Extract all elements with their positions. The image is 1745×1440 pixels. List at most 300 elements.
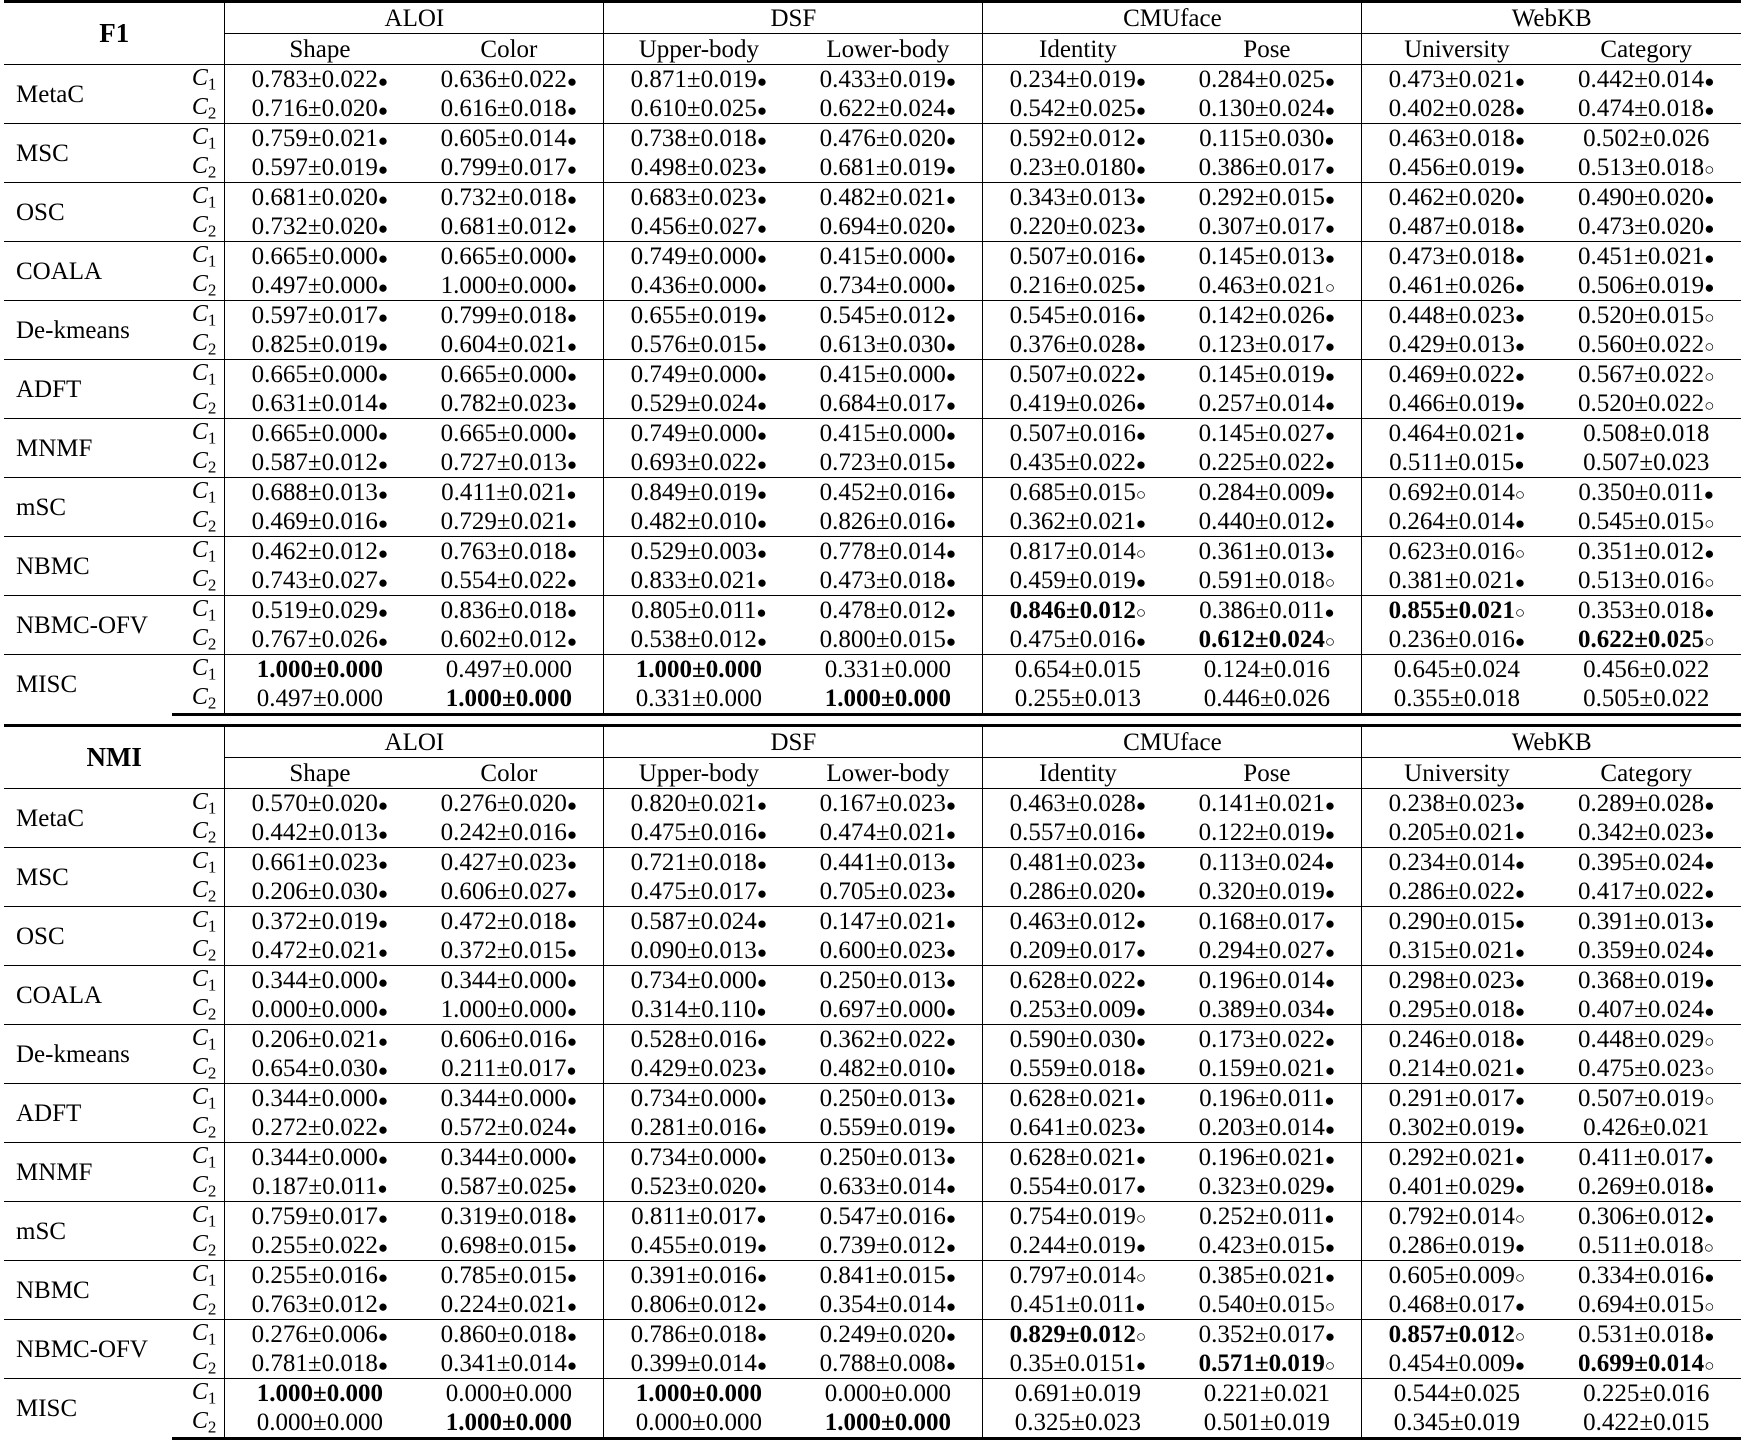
significance-filled-icon <box>1515 396 1525 415</box>
metric-cell <box>793 1025 983 1055</box>
table-row <box>4 877 1741 907</box>
metric-value: 0.507±0.016 <box>1009 420 1136 447</box>
metric-value: 0.284±0.009 <box>1198 479 1325 506</box>
metric-cell <box>793 65 983 95</box>
metric-cell <box>225 1025 415 1055</box>
metric-value: 0.211±0.017 <box>441 1055 567 1082</box>
metric-cell <box>1172 271 1362 301</box>
metric-cell <box>793 212 983 242</box>
metric-value: 0.286±0.022 <box>1388 878 1515 905</box>
significance-filled-icon <box>378 1356 388 1375</box>
method-name: mSC <box>4 1202 172 1261</box>
metric-cell <box>604 389 794 419</box>
metric-cell <box>983 1084 1173 1114</box>
metric-cell <box>604 1054 794 1084</box>
significance-hollow-icon <box>1325 1297 1335 1316</box>
metric-cell <box>983 877 1173 907</box>
metric-cell <box>793 1172 983 1202</box>
significance-filled-icon <box>567 514 577 533</box>
significance-filled-icon <box>567 308 577 327</box>
clustering-label: $C_1$ <box>172 301 225 331</box>
metric-value: 0.462±0.020 <box>1388 184 1515 211</box>
metric-value: 0.476±0.020 <box>819 125 946 152</box>
significance-filled-icon <box>946 219 956 238</box>
clustering-label: $C_2$ <box>191 1231 217 1260</box>
significance-filled-icon <box>1515 1002 1525 1021</box>
metric-value: 0.716±0.020 <box>251 95 378 122</box>
metric-value: 0.557±0.016 <box>1009 819 1136 846</box>
metric-value: 0.436±0.000 <box>630 272 757 299</box>
metric-cell <box>1551 655 1741 685</box>
metric-value: 0.362±0.022 <box>819 1026 946 1053</box>
metric-cell <box>793 1054 983 1084</box>
method-name: MNMF <box>4 1143 172 1202</box>
metric-cell <box>604 448 794 478</box>
metric-value: 0.289±0.028 <box>1577 790 1705 817</box>
significance-filled-icon <box>757 632 767 651</box>
metric-cell <box>414 596 604 626</box>
view-header: Upper-body <box>604 34 794 65</box>
metric-cell <box>1362 419 1552 449</box>
metric-value: 0.705±0.023 <box>819 878 946 905</box>
metric-cell <box>414 419 604 449</box>
metric-cell <box>983 1349 1173 1379</box>
metric-value: 0.792±0.014 <box>1388 1203 1515 1230</box>
significance-hollow-icon <box>1704 573 1714 592</box>
metric-value: 0.276±0.006 <box>251 1321 378 1348</box>
significance-filled-icon <box>378 855 388 874</box>
metric-value: 0.665±0.000 <box>440 420 567 447</box>
table-row <box>4 848 1741 878</box>
metric-cell <box>793 1408 983 1439</box>
significance-filled-icon <box>1136 426 1146 445</box>
metric-value: 0.196±0.011 <box>1199 1085 1325 1112</box>
metric-value: 0.849±0.019 <box>630 479 757 506</box>
metric-cell <box>1362 907 1552 937</box>
significance-filled-icon <box>757 367 767 386</box>
metric-cell <box>793 966 983 996</box>
view-header: Category <box>1600 35 1693 63</box>
metric-value: 0.694±0.020 <box>819 213 946 240</box>
significance-filled-icon <box>1136 396 1146 415</box>
clustering-label: $C_2$ <box>191 153 217 182</box>
significance-hollow-icon <box>1515 485 1525 504</box>
metric-value: 0.354±0.014 <box>819 1291 946 1318</box>
table-row <box>4 1143 1741 1173</box>
metric-cell <box>225 966 415 996</box>
metric-cell <box>983 1320 1173 1350</box>
significance-filled-icon <box>377 1179 387 1198</box>
metric-value: 0.592±0.012 <box>1009 125 1136 152</box>
metric-value: 0.145±0.013 <box>1198 243 1325 270</box>
metric-value: 0.221±0.021 <box>1203 1380 1331 1407</box>
metric-cell <box>604 330 794 360</box>
significance-filled-icon <box>1515 632 1525 651</box>
metric-cell <box>225 242 415 272</box>
metric-cell <box>225 848 415 878</box>
metric-value: 0.344±0.000 <box>251 1144 378 1171</box>
metric-value: 0.187±0.011 <box>252 1173 378 1200</box>
metric-cell <box>793 153 983 183</box>
significance-filled-icon <box>1136 308 1146 327</box>
metric-value: 0.759±0.021 <box>251 125 378 152</box>
metric-cell <box>1362 1054 1552 1084</box>
metric-cell <box>414 212 604 242</box>
significance-filled-icon <box>1704 1268 1714 1287</box>
metric-cell <box>604 966 794 996</box>
metric-cell <box>1172 301 1362 331</box>
significance-filled-icon <box>567 1032 577 1051</box>
table-row <box>4 655 1741 685</box>
metric-value: 0.368±0.019 <box>1577 967 1705 994</box>
significance-filled-icon <box>1515 973 1525 992</box>
metric-cell <box>1362 65 1552 95</box>
table-row <box>4 389 1741 419</box>
metric-value: 0.220±0.023 <box>1009 213 1136 240</box>
significance-filled-icon <box>946 131 956 150</box>
significance-filled-icon <box>1325 219 1335 238</box>
metric-value: 0.600±0.023 <box>819 937 946 964</box>
view-header: Category <box>1600 759 1693 787</box>
metric-value: 0.325±0.023 <box>1014 1409 1142 1436</box>
metric-cell <box>225 389 415 419</box>
metric-cell <box>225 655 415 685</box>
metric-value: 0.501±0.019 <box>1203 1409 1331 1436</box>
table-row <box>4 271 1741 301</box>
metric-cell <box>793 537 983 567</box>
metric-cell <box>414 65 604 95</box>
clustering-label: $C_2$ <box>191 1290 217 1319</box>
view-header: Shape <box>225 758 415 789</box>
metric-cell <box>225 360 415 390</box>
table-row <box>4 1084 1741 1114</box>
metric-value: 0.250±0.013 <box>819 967 946 994</box>
view-header: University <box>1362 34 1552 65</box>
metric-value: 0.23±0.0180 <box>1009 154 1136 181</box>
metric-value: 0.613±0.030 <box>819 331 946 358</box>
significance-filled-icon <box>1325 914 1335 933</box>
metric-value: 0.531±0.018 <box>1577 1321 1705 1348</box>
method-name: MISC <box>4 655 172 715</box>
table-row <box>4 936 1741 966</box>
clustering-label: $C_1$ <box>172 848 225 878</box>
metric-cell <box>225 124 415 154</box>
metric-value: 0.435±0.022 <box>1009 449 1136 476</box>
metric-cell <box>604 153 794 183</box>
metric-cell <box>1362 1408 1552 1439</box>
metric-value: 0.344±0.000 <box>440 1085 567 1112</box>
significance-filled-icon <box>566 1061 576 1080</box>
metric-value: 0.224±0.021 <box>440 1291 567 1318</box>
metric-value: 0.545±0.016 <box>1009 302 1136 329</box>
metric-value: 0.587±0.024 <box>630 908 757 935</box>
metric-cell <box>983 1231 1173 1261</box>
metric-cell <box>1362 877 1552 907</box>
table-row <box>4 566 1741 596</box>
metric-cell <box>414 1290 604 1320</box>
significance-filled-icon <box>1704 485 1714 504</box>
significance-filled-icon <box>1515 1150 1525 1169</box>
metric-cell <box>983 1290 1173 1320</box>
metric-cell <box>1172 1349 1362 1379</box>
metric-value: 0.249±0.020 <box>819 1321 946 1348</box>
significance-filled-icon <box>757 337 767 356</box>
significance-filled-icon <box>757 396 767 415</box>
metric-cell <box>414 936 604 966</box>
metric-cell <box>225 212 415 242</box>
metric-value: 0.286±0.019 <box>1388 1232 1515 1259</box>
metric-value: 0.257±0.014 <box>1198 390 1325 417</box>
metric-value: 0.833±0.021 <box>630 567 757 594</box>
metric-cell <box>414 1113 604 1143</box>
metric-cell <box>225 625 415 655</box>
metric-cell <box>604 877 794 907</box>
significance-filled-icon <box>378 249 388 268</box>
metric-cell <box>604 1349 794 1379</box>
metric-value: 0.344±0.000 <box>440 1144 567 1171</box>
metric-value: 0.306±0.012 <box>1577 1203 1705 1230</box>
metric-value: 0.314±0.110 <box>631 996 757 1023</box>
metric-value: 0.622±0.025 <box>1577 626 1705 653</box>
significance-filled-icon <box>1136 1002 1146 1021</box>
clustering-label: $C_1$ <box>172 537 225 567</box>
metric-value: 0.123±0.017 <box>1198 331 1325 358</box>
significance-filled-icon <box>378 825 388 844</box>
metric-value: 0.442±0.014 <box>1577 66 1705 93</box>
metric-cell <box>1172 183 1362 213</box>
metric-value: 0.427±0.023 <box>440 849 567 876</box>
significance-filled-icon <box>1136 1091 1146 1110</box>
metric-value: 0.855±0.021 <box>1388 597 1515 624</box>
significance-filled-icon <box>1135 1297 1145 1316</box>
tables-root <box>4 0 1741 1440</box>
significance-filled-icon <box>1704 943 1714 962</box>
table-row <box>4 330 1741 360</box>
metric-cell <box>604 1379 794 1409</box>
metric-cell <box>1172 684 1362 715</box>
metric-cell <box>1362 124 1552 154</box>
view-header: Identity <box>983 34 1173 65</box>
metric-value: 0.281±0.016 <box>630 1114 757 1141</box>
table-row <box>4 1408 1741 1439</box>
table-row <box>4 212 1741 242</box>
significance-filled-icon <box>567 943 577 962</box>
metric-value: 0.341±0.014 <box>440 1350 567 1377</box>
metric-cell <box>983 1113 1173 1143</box>
metric-value: 0.386±0.011 <box>1199 597 1325 624</box>
significance-filled-icon <box>757 485 767 504</box>
significance-hollow-icon <box>1704 1091 1714 1110</box>
metric-value: 0.529±0.003 <box>630 538 757 565</box>
significance-filled-icon <box>1515 101 1525 120</box>
metric-cell <box>1172 507 1362 537</box>
significance-filled-icon <box>378 1268 388 1287</box>
metric-value: 0.284±0.025 <box>1198 66 1325 93</box>
metric-value: 0.732±0.020 <box>251 213 378 240</box>
significance-filled-icon <box>757 160 767 179</box>
metric-cell <box>414 478 604 508</box>
table-row <box>4 419 1741 449</box>
metric-cell <box>414 1143 604 1173</box>
metric-value: 0.323±0.029 <box>1198 1173 1325 1200</box>
metric-value: 0.252±0.011 <box>1199 1203 1325 1230</box>
metric-cell <box>1172 655 1362 685</box>
metric-cell <box>983 625 1173 655</box>
significance-hollow-icon <box>1325 632 1335 651</box>
metric-value: 0.622±0.024 <box>819 95 946 122</box>
metric-cell <box>1551 153 1741 183</box>
metric-cell <box>1362 1143 1552 1173</box>
clustering-label: $C_1$ <box>172 242 225 272</box>
significance-filled-icon <box>1515 1297 1525 1316</box>
metric-value: 0.799±0.017 <box>440 154 567 181</box>
dataset-group-header: CMUface <box>983 2 1362 34</box>
significance-filled-icon <box>757 855 767 874</box>
metric-value: 0.344±0.000 <box>251 967 378 994</box>
significance-filled-icon <box>1515 219 1525 238</box>
metric-cell <box>414 1261 604 1291</box>
significance-filled-icon <box>378 573 388 592</box>
significance-filled-icon <box>378 632 388 651</box>
metric-cell <box>983 818 1173 848</box>
significance-filled-icon <box>757 1091 767 1110</box>
significance-filled-icon <box>1136 1120 1146 1139</box>
significance-filled-icon <box>567 544 577 563</box>
metric-cell <box>793 936 983 966</box>
significance-filled-icon <box>757 796 767 815</box>
metric-value: 0.482±0.010 <box>819 1055 946 1082</box>
significance-filled-icon <box>1325 308 1335 327</box>
significance-filled-icon <box>567 131 577 150</box>
metric-cell <box>1551 537 1741 567</box>
significance-filled-icon <box>378 973 388 992</box>
metric-cell <box>225 907 415 937</box>
significance-filled-icon <box>1325 101 1335 120</box>
table-row <box>4 360 1741 390</box>
metric-value: 0.353±0.018 <box>1577 597 1705 624</box>
significance-filled-icon <box>946 485 956 504</box>
method-name: OSC <box>4 907 172 966</box>
significance-filled-icon <box>567 1002 577 1021</box>
metric-value: 0.234±0.019 <box>1009 66 1136 93</box>
significance-filled-icon <box>757 1150 767 1169</box>
metric-value: 0.820±0.021 <box>630 790 757 817</box>
metric-value: 0.302±0.019 <box>1388 1114 1515 1141</box>
metric-value: 0.167±0.023 <box>819 790 946 817</box>
metric-value: 0.727±0.013 <box>440 449 567 476</box>
method-name: MSC <box>4 848 172 907</box>
significance-filled-icon <box>1325 884 1335 903</box>
metric-value: 0.255±0.022 <box>251 1232 378 1259</box>
metric-value: 0.571±0.019 <box>1198 1350 1325 1377</box>
metric-value: 0.628±0.021 <box>1009 1085 1136 1112</box>
significance-hollow-icon <box>1515 1327 1525 1346</box>
table-row <box>4 966 1741 996</box>
significance-filled-icon <box>1515 796 1525 815</box>
metric-cell <box>1172 1379 1362 1409</box>
metric-cell <box>1172 65 1362 95</box>
significance-filled-icon <box>946 943 956 962</box>
metric-value: 1.000±0.000 <box>445 685 573 712</box>
metric-value: 0.497±0.000 <box>251 272 378 299</box>
metric-cell <box>1362 212 1552 242</box>
metric-cell <box>793 301 983 331</box>
metric-value: 0.474±0.018 <box>1577 95 1705 122</box>
significance-filled-icon <box>378 544 388 563</box>
metric-cell <box>983 448 1173 478</box>
metric-value: 0.402±0.028 <box>1388 95 1515 122</box>
metric-value: 0.344±0.000 <box>251 1085 378 1112</box>
significance-hollow-icon <box>1704 632 1714 651</box>
clustering-label: $C_2$ <box>172 684 225 715</box>
metric-value: 0.783±0.022 <box>251 66 378 93</box>
significance-filled-icon <box>946 1002 956 1021</box>
metric-cell <box>225 153 415 183</box>
metric-value: 0.426±0.021 <box>1583 1114 1710 1141</box>
metric-cell <box>604 1408 794 1439</box>
metric-cell <box>414 183 604 213</box>
significance-filled-icon <box>757 219 767 238</box>
significance-filled-icon <box>757 943 767 962</box>
method-name: NBMC <box>4 1261 172 1320</box>
metric-value: 0.320±0.019 <box>1198 878 1325 905</box>
metric-cell <box>1172 1408 1362 1439</box>
significance-filled-icon <box>1704 72 1714 91</box>
clustering-label: $C_1$ <box>172 907 225 937</box>
metric-cell <box>414 995 604 1025</box>
significance-filled-icon <box>1704 884 1714 903</box>
view-header: Pose <box>1243 35 1291 63</box>
significance-filled-icon <box>946 72 956 91</box>
metric-cell <box>1551 389 1741 419</box>
significance-filled-icon <box>946 160 956 179</box>
significance-filled-icon <box>567 914 577 933</box>
metric-cell <box>1551 596 1741 626</box>
metric-cell <box>983 242 1173 272</box>
significance-filled-icon <box>1136 855 1146 874</box>
metric-cell <box>604 360 794 390</box>
metric-cell <box>1551 877 1741 907</box>
metric-value: 0.352±0.017 <box>1198 1321 1325 1348</box>
metric-cell <box>604 94 794 124</box>
metric-value: 0.554±0.022 <box>440 567 567 594</box>
metric-cell <box>604 684 794 715</box>
significance-filled-icon <box>1324 1091 1334 1110</box>
table-row <box>4 625 1741 655</box>
metric-cell <box>793 907 983 937</box>
significance-filled-icon <box>1515 426 1525 445</box>
metric-value: 0.472±0.021 <box>251 937 378 964</box>
significance-filled-icon <box>1515 1120 1525 1139</box>
metric-value: 0.417±0.022 <box>1577 878 1705 905</box>
metric-cell <box>1172 94 1362 124</box>
metric-value: 0.399±0.014 <box>630 1350 757 1377</box>
metric-cell <box>793 818 983 848</box>
metric-value: 0.216±0.025 <box>1009 272 1136 299</box>
metric-value: 0.475±0.023 <box>1577 1055 1705 1082</box>
metric-value: 0.554±0.017 <box>1009 1173 1136 1200</box>
significance-filled-icon <box>1515 337 1525 356</box>
significance-filled-icon <box>1515 1179 1525 1198</box>
metric-cell <box>983 848 1173 878</box>
metric-value: 0.000±0.000 <box>251 996 378 1023</box>
significance-filled-icon <box>757 190 767 209</box>
metric-cell <box>983 1261 1173 1291</box>
metric-value: 0.206±0.021 <box>251 1026 378 1053</box>
metric-cell <box>1551 1408 1741 1439</box>
metric-cell <box>1551 818 1741 848</box>
significance-filled-icon <box>378 1002 388 1021</box>
